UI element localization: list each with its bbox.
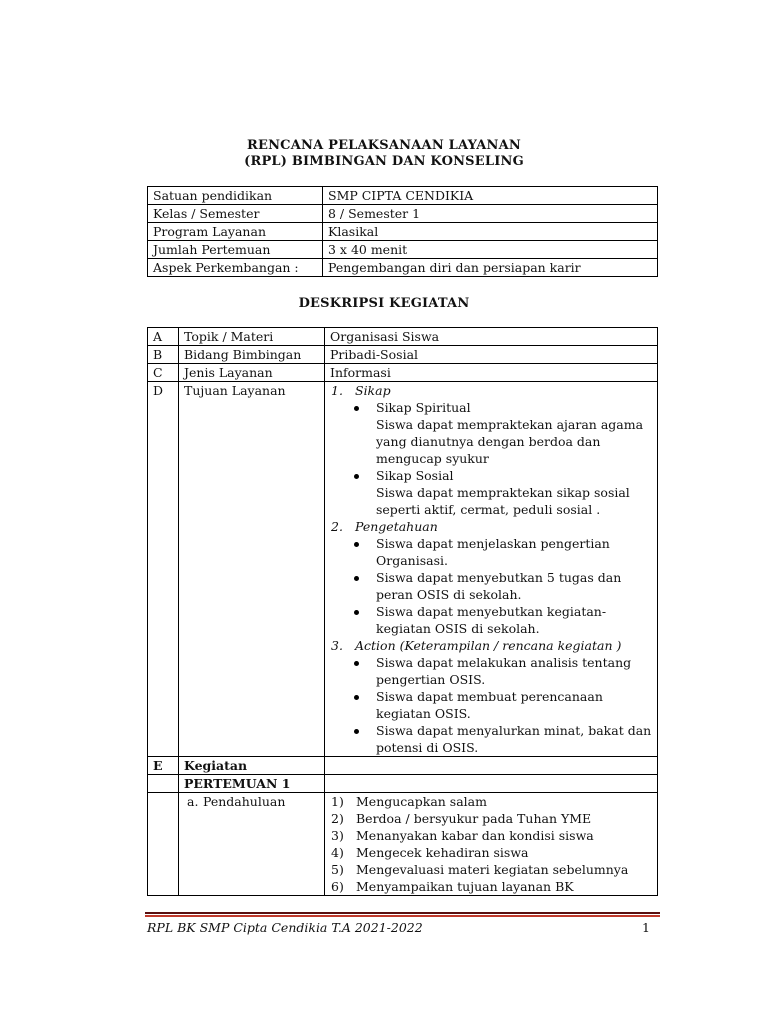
list-item: 5) Mengevaluasi materi kegiatan sebelumnya bbox=[331, 862, 629, 877]
row-code: A bbox=[148, 328, 179, 346]
row-value: Organisasi Siswa bbox=[325, 328, 658, 346]
row-label: Kegiatan bbox=[179, 757, 325, 775]
info-value: SMP CIPTA CENDIKIA bbox=[323, 187, 658, 205]
footer-divider bbox=[145, 912, 660, 914]
table-row bbox=[148, 346, 658, 364]
document-title-line2: (RPL) BIMBINGAN DAN KONSELING bbox=[244, 154, 524, 169]
info-value: Klasikal bbox=[323, 223, 658, 241]
list-item: Siswa dapat membuat perencanaan kegiatan OSIS. bbox=[330, 688, 652, 722]
footer-text: RPL BK SMP Cipta Cendikia T.A 2021-2022 bbox=[147, 920, 423, 935]
page-number: 1 bbox=[642, 920, 650, 935]
info-label: Kelas / Semester bbox=[148, 205, 323, 223]
table-row bbox=[148, 259, 658, 277]
list-item: Sikap Sosial Siswa dapat mempraktekan sikap sosial seperti aktif, cermat, peduli sosial . bbox=[330, 467, 652, 518]
row-label: Jenis Layanan bbox=[179, 364, 325, 382]
table-row bbox=[148, 205, 658, 223]
list-item: 6) Menyampaikan tujuan layanan BK bbox=[331, 879, 574, 894]
bullet-list bbox=[330, 654, 652, 756]
info-label: Jumlah Pertemuan bbox=[148, 241, 323, 259]
list-item: Siswa dapat menyebutkan kegiatan-kegiatan OSIS di sekolah. bbox=[330, 603, 652, 637]
bullet-list bbox=[330, 399, 652, 518]
row-value: Informasi bbox=[325, 364, 658, 382]
list-item: Siswa dapat menjelaskan pengertian Organisasi. bbox=[330, 535, 652, 569]
row-code: E bbox=[148, 757, 179, 775]
info-value: Pengembangan diri dan persiapan karir bbox=[323, 259, 658, 277]
info-value: 3 x 40 menit bbox=[323, 241, 658, 259]
table-row bbox=[148, 187, 658, 205]
info-label: Satuan pendidikan bbox=[148, 187, 323, 205]
section-title: DESKRIPSI KEGIATAN bbox=[298, 296, 470, 311]
table-row bbox=[148, 793, 658, 896]
section-heading: 1. Sikap bbox=[331, 383, 391, 398]
footer-divider-accent bbox=[145, 915, 660, 917]
list-item: 3) Menanyakan kabar dan kondisi siswa bbox=[331, 828, 594, 843]
list-item: Siswa dapat melakukan analisis tentang pengertian OSIS. bbox=[330, 654, 652, 688]
row-value: Pribadi-Sosial bbox=[325, 346, 658, 364]
pertemuan-label: PERTEMUAN 1 bbox=[179, 775, 325, 793]
row-label: Topik / Materi bbox=[179, 328, 325, 346]
pendahuluan-label: a. Pendahuluan bbox=[179, 793, 325, 896]
row-code: C bbox=[148, 364, 179, 382]
bullet-list bbox=[330, 535, 652, 637]
row-code bbox=[148, 775, 179, 793]
info-table bbox=[147, 186, 658, 277]
row-label: Bidang Bimbingan bbox=[179, 346, 325, 364]
table-row bbox=[148, 328, 658, 346]
section-heading: 2. Pengetahuan bbox=[331, 519, 438, 534]
tujuan-content bbox=[325, 382, 658, 757]
list-item: 1) Mengucapkan salam bbox=[331, 794, 487, 809]
row-label: Tujuan Layanan bbox=[179, 382, 325, 757]
row-code: D bbox=[148, 382, 179, 757]
info-value: 8 / Semester 1 bbox=[323, 205, 658, 223]
section-heading: 3. Action (Keterampilan / rencana kegiatan ) bbox=[331, 638, 622, 653]
row-value bbox=[325, 757, 658, 775]
table-row bbox=[148, 757, 658, 775]
table-row bbox=[148, 382, 658, 757]
row-code bbox=[148, 793, 179, 896]
row-value bbox=[325, 775, 658, 793]
table-row bbox=[148, 775, 658, 793]
list-item: 2) Berdoa / bersyukur pada Tuhan YME bbox=[331, 811, 592, 826]
list-item: 4) Mengecek kehadiran siswa bbox=[331, 845, 529, 860]
info-label: Aspek Perkembangan : bbox=[148, 259, 323, 277]
table-row bbox=[148, 241, 658, 259]
steps-list bbox=[330, 793, 652, 895]
table-row bbox=[148, 364, 658, 382]
list-item: Siswa dapat menyebutkan 5 tugas dan peran OSIS di sekolah. bbox=[330, 569, 652, 603]
row-code: B bbox=[148, 346, 179, 364]
list-item: Sikap Spiritual Siswa dapat mempraktekan ajaran agama yang dianutnya dengan berdoa dan mengucap syukur bbox=[330, 399, 652, 467]
description-table bbox=[147, 327, 658, 896]
document-title-line1: RENCANA PELAKSANAAN LAYANAN bbox=[246, 138, 522, 153]
steps-cell bbox=[325, 793, 658, 896]
info-label: Program Layanan bbox=[148, 223, 323, 241]
table-row bbox=[148, 223, 658, 241]
list-item: Siswa dapat menyalurkan minat, bakat dan potensi di OSIS. bbox=[330, 722, 652, 756]
